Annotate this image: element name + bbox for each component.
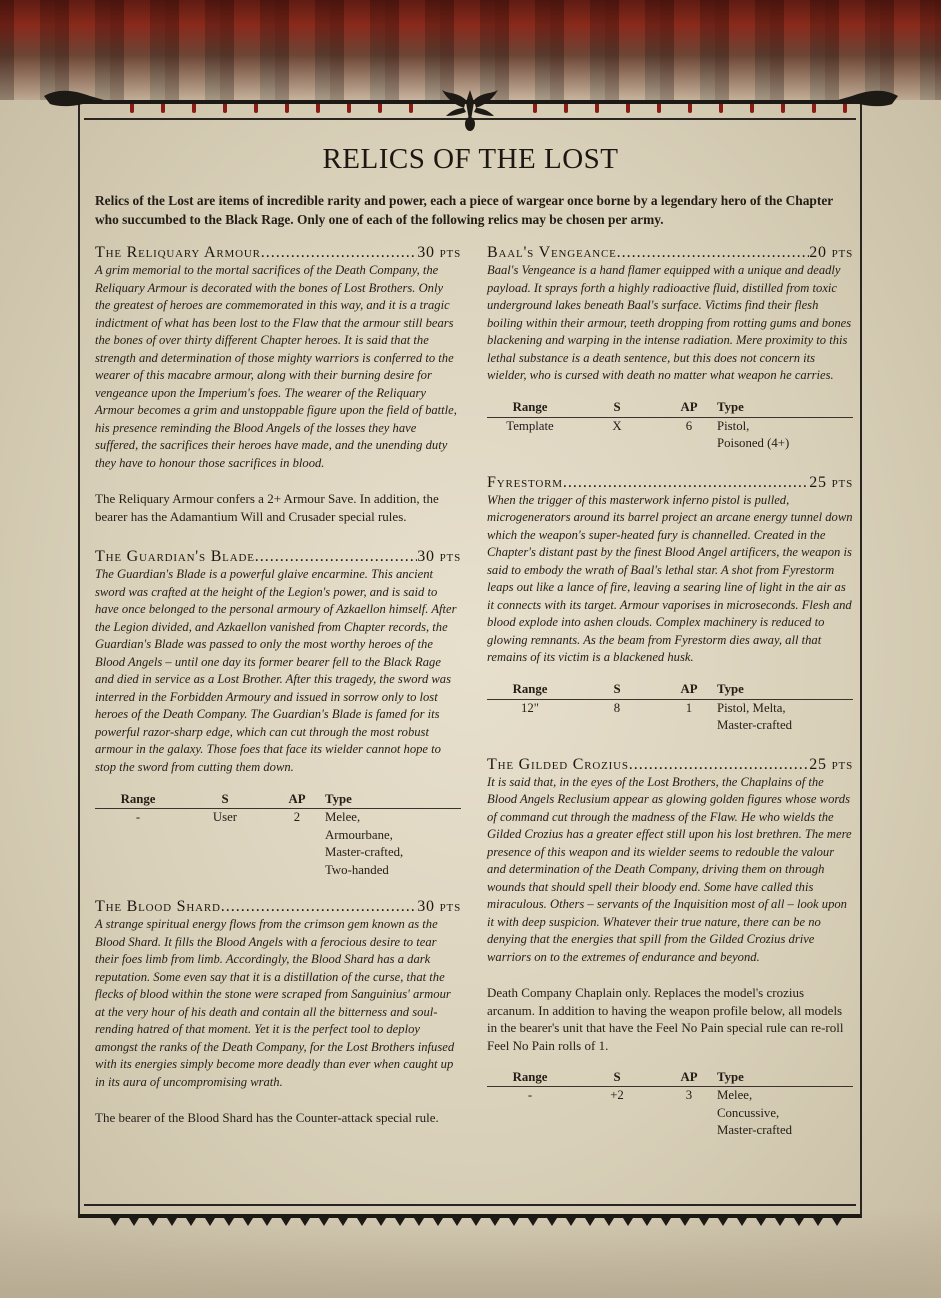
col-header-range: Range	[95, 790, 181, 809]
col-header-range: Range	[487, 399, 573, 418]
spike-icon	[699, 1218, 709, 1226]
col-header-type: Type	[717, 681, 853, 700]
spike-icon	[186, 1218, 196, 1226]
spike-icon	[433, 1218, 443, 1226]
blood-drop-icon	[595, 104, 599, 113]
spike-icon	[737, 1218, 747, 1226]
relic-lore: Baal's Vengeance is a hand flamer equipped with a unique and deadly payload. It sprays forth a highly radioactive fluid, distilled from toxic underground lakes beneath Baal's surface. Victims find their flesh boiling within their armour, teeth dropping from rotting gums and bones blackening and warping in the intense radiation. Mere proximity to this lethal substance is a death sentence, but this does not concern its wielder, who is cursed with death no matter what weapon he carries.	[487, 263, 852, 382]
spike-icon	[281, 1218, 291, 1226]
relic-lore: When the trigger of this masterwork inferno pistol is pulled, microgenerators around its barrel project an arcane energy tunnel down which the weapon's super-heated fury is channelled. Created in the Chapter's distant past by the finest Blood Angel artificers, the weapon is said to embody the wrath of Baal's lethal star. A shot from Fyrestorm leaps out like a lance of fire, leaving a searing line of light in the air as it connects with its target. Armour vaporises in microseconds. Flesh and blood explode into ashen clouds. Complex machinery is reduced to glowing remnants. As the beam from Fyrestorm dies away, all that remains of its victim is a blackened husk.	[487, 492, 853, 664]
relic-rules: The bearer of the Blood Shard has the Counter-attack special rule.	[95, 1110, 439, 1125]
col-header-ap: AP	[661, 681, 717, 700]
relic-heading	[95, 897, 461, 916]
relic-name: The Gilded Crozius	[487, 755, 629, 773]
spike-icon	[680, 1218, 690, 1226]
frame-rule-bottom	[84, 1204, 856, 1206]
blood-drop-icon	[130, 104, 134, 113]
relic-fyrestorm	[487, 473, 853, 735]
relic-rules: The Reliquary Armour confers a 2+ Armour Save. In addition, the bearer has the Adamantium Will and Crusader special rules.	[95, 491, 439, 524]
relic-name: Baal's Vengeance	[487, 244, 617, 261]
relic-points: 20 pts	[809, 244, 853, 261]
col-header-s: S	[573, 399, 661, 418]
relic-points: 30 pts	[417, 898, 461, 915]
spike-icon	[167, 1218, 177, 1226]
relic-heading	[487, 755, 853, 774]
cell-s: X	[612, 418, 622, 433]
blood-drop-icon	[192, 104, 196, 113]
col-header-s: S	[573, 681, 661, 700]
cell-ap: 6	[685, 418, 693, 433]
table-row	[487, 417, 853, 453]
relic-points: 25 pts	[809, 755, 853, 773]
spike-icon	[338, 1218, 348, 1226]
blood-drop-icon	[626, 104, 630, 113]
spike-icon	[357, 1218, 367, 1226]
cell-s: +2	[610, 1088, 624, 1102]
blood-drop-icon	[657, 104, 661, 113]
blood-drop-icon	[781, 104, 785, 113]
page-title: RELICS OF THE LOST	[322, 143, 619, 175]
cell-type: Melee, Concussive, Master-crafted	[717, 1088, 793, 1137]
spike-icon	[642, 1218, 652, 1226]
weapon-profile-table	[95, 790, 461, 879]
relic-guardians-blade	[95, 547, 461, 879]
blood-drop-icon	[223, 104, 227, 113]
relic-lore: The Guardian's Blade is a powerful glaive encarmine. This ancient sword was crafted at the height of the Legion's power, and is said to have once belonged to the personal armoury of Azkaellon himself. After the Legion divided, and Azkaellon vanished from Chapter records, the Guardian's Blade was passed to only the most worthy heroes of the Blood Angels – until one day its former bearer fell to the Black Rage and died in service as a Lost Brother. After this tragedy, the sword was interred in the Forbidden Armoury and issued in sorrow only to lost heroes of the Death Company. The Guardian's Blade is famed for its powerful razor-sharp edge, which can cut through the most robust armour in the galaxy. Those foes that face its wielder cannot hope to stop the sword from cutting them down.	[95, 567, 457, 774]
spike-icon	[813, 1218, 823, 1226]
spike-icon	[566, 1218, 576, 1226]
cell-s: 8	[613, 700, 621, 715]
col-header-type: Type	[325, 790, 461, 809]
eagle-head-left-icon	[44, 86, 104, 114]
spike-icon	[490, 1218, 500, 1226]
right-column	[487, 243, 853, 1140]
blood-drop-icon	[564, 104, 568, 113]
cell-type: Pistol, Melta, Master-crafted	[717, 700, 793, 732]
spike-icon	[319, 1218, 329, 1226]
spike-icon	[585, 1218, 595, 1226]
col-header-ap: AP	[661, 399, 717, 418]
table-row	[487, 1087, 853, 1140]
table-row	[95, 809, 461, 880]
spike-icon	[509, 1218, 519, 1226]
relic-heading	[487, 243, 853, 262]
col-header-s: S	[573, 1068, 661, 1087]
blood-drop-icon	[285, 104, 289, 113]
col-header-s: S	[181, 790, 269, 809]
spike-icon	[547, 1218, 557, 1226]
blood-drop-icon	[812, 104, 816, 113]
relic-name: The Guardian's Blade	[95, 548, 255, 565]
spike-icon	[376, 1218, 386, 1226]
cell-ap: 3	[685, 1088, 693, 1102]
spike-icon	[718, 1218, 728, 1226]
spike-icon	[528, 1218, 538, 1226]
spike-icon	[604, 1218, 614, 1226]
left-column	[95, 243, 461, 1127]
col-header-range: Range	[487, 1068, 573, 1087]
blood-drop-icon	[409, 104, 413, 113]
cell-ap: 2	[293, 810, 301, 824]
blood-drop-icon	[347, 104, 351, 113]
blood-drop-icon	[533, 104, 537, 113]
cell-s: User	[212, 810, 238, 824]
weapon-profile-table	[487, 681, 853, 735]
spike-icon	[129, 1218, 139, 1226]
blood-drop-icon	[719, 104, 723, 113]
weapon-profile-table	[487, 1068, 853, 1140]
intro-paragraph: Relics of the Lost are items of incredible rarity and power, each a piece of wargear once borne by a legendary hero of the Chapter who succumbed to the Black Rage. Only one of each of the following relics may be chosen per army.	[95, 193, 833, 227]
weapon-profile-table	[487, 399, 853, 453]
relic-baals-vengeance	[487, 243, 853, 453]
spike-icon	[794, 1218, 804, 1226]
col-header-ap: AP	[661, 1068, 717, 1087]
spike-icon	[623, 1218, 633, 1226]
spike-icon	[471, 1218, 481, 1226]
spike-icon	[262, 1218, 272, 1226]
relic-name: The Blood Shard	[95, 898, 221, 915]
col-header-type: Type	[717, 1068, 853, 1087]
cell-range: Template	[506, 418, 554, 433]
relic-points: 25 pts	[809, 473, 853, 491]
top-decorative-band	[0, 0, 941, 100]
spike-border	[90, 1218, 850, 1230]
spike-icon	[243, 1218, 253, 1226]
spike-icon	[148, 1218, 158, 1226]
relic-reliquary-armour	[95, 243, 461, 525]
spike-icon	[832, 1218, 842, 1226]
table-row	[487, 699, 853, 735]
relic-points: 30 pts	[417, 244, 461, 261]
relic-heading	[95, 547, 461, 566]
spike-icon	[452, 1218, 462, 1226]
blood-drop-icon	[688, 104, 692, 113]
relic-points: 30 pts	[417, 548, 461, 565]
relic-name: Fyrestorm	[487, 473, 563, 491]
blood-drop-icon	[750, 104, 754, 113]
spike-icon	[414, 1218, 424, 1226]
blood-drop-icon	[378, 104, 382, 113]
relic-heading	[95, 243, 461, 262]
spike-icon	[224, 1218, 234, 1226]
relic-gilded-crozius	[487, 755, 853, 1140]
eagle-head-right-icon	[838, 86, 898, 114]
col-header-type: Type	[717, 399, 853, 418]
blood-drop-icon	[316, 104, 320, 113]
relic-lore: A strange spiritual energy flows from the crimson gem known as the Blood Shard. It fills the Blood Angels with a ferocious desire to tear their foes limb from limb. Accordingly, the Blood Shard has a dark reputation. Some even say that it is a distillation of the curse, that the flecks of blood within the stone were scraped from Sanguinius' armour at the very hour of his death and contain all the bitterness and soul-rending hatred of that moment. Yet it is the perfect tool to deploy amongst the ranks of the Death Company, for the Lost Brothers infused with its energies simply become more deadly than ever when caught up in its aura of uncompromising wrath.	[95, 917, 455, 1089]
cell-ap: 1	[685, 700, 693, 715]
relic-name: The Reliquary Armour	[95, 244, 261, 261]
spike-icon	[395, 1218, 405, 1226]
cell-range: -	[135, 810, 141, 824]
relic-rules: Death Company Chaplain only. Replaces the model's crozius arcanum. In addition to having the weapon profile below, all models in the bearer's unit that have the Feel No Pain special rule can re-roll Feel No Pain rolls of 1.	[487, 985, 844, 1053]
relic-lore: A grim memorial to the mortal sacrifices of the Death Company, the Reliquary Armour is decorated with the bones of Lost Brothers. Only the greatest of heroes are commemorated in this way, and it is a tragic indictment of what has been lost to the Flaw that the armour still bears the bones of over thirty different Chapter heroes. It is said that the strength and determination of those mighty warriors is conferred to the wearer of this macabre armour, along with their burning desire for vengeance upon the Imperium's foes. The wearer of the Reliquary Armour becomes a grim and unstoppable figure upon the field of battle, his presence reminding the Blood Angels of the losses they have suffered, the sacrifices their heroes have made, and the unending duty they have to honour those sacrifices in blood.	[95, 263, 457, 470]
cell-range: 12"	[520, 700, 540, 715]
cell-range: -	[527, 1088, 533, 1102]
blood-drop-icon	[161, 104, 165, 113]
relic-lore: It is said that, in the eyes of the Lost Brothers, the Chaplains of the Blood Angels Reclusium appear as glowing golden figures whose words of command cut through the madness of the Flaw. He who wields the Gilded Crozius has a greater effect still upon his lost brethren. The mere presence of this weapon and its wielder seems to redouble the valour and determination of the Death Company, driving them on through wounds that should spell their bloody end. Some have called this miraculous. Others – servants of the Inquisition most of all – look upon it with deep suspicion. Whatever their true nature, there can be no denying that the energies that spill from the Gilded Crozius drive warriors on to the extremes of endurance and beyond.	[487, 774, 852, 964]
col-header-ap: AP	[269, 790, 325, 809]
cell-type: Melee, Armourbane, Master-crafted, Two-handed	[325, 810, 404, 877]
relic-heading	[487, 473, 853, 492]
spike-icon	[661, 1218, 671, 1226]
spike-icon	[756, 1218, 766, 1226]
spike-icon	[300, 1218, 310, 1226]
spike-icon	[110, 1218, 120, 1226]
spike-icon	[775, 1218, 785, 1226]
winged-blood-drop-icon	[440, 86, 500, 132]
col-header-range: Range	[487, 681, 573, 700]
relic-blood-shard	[95, 897, 461, 1127]
cell-type: Pistol, Poisoned (4+)	[717, 418, 790, 450]
spike-icon	[205, 1218, 215, 1226]
blood-drop-icon	[254, 104, 258, 113]
